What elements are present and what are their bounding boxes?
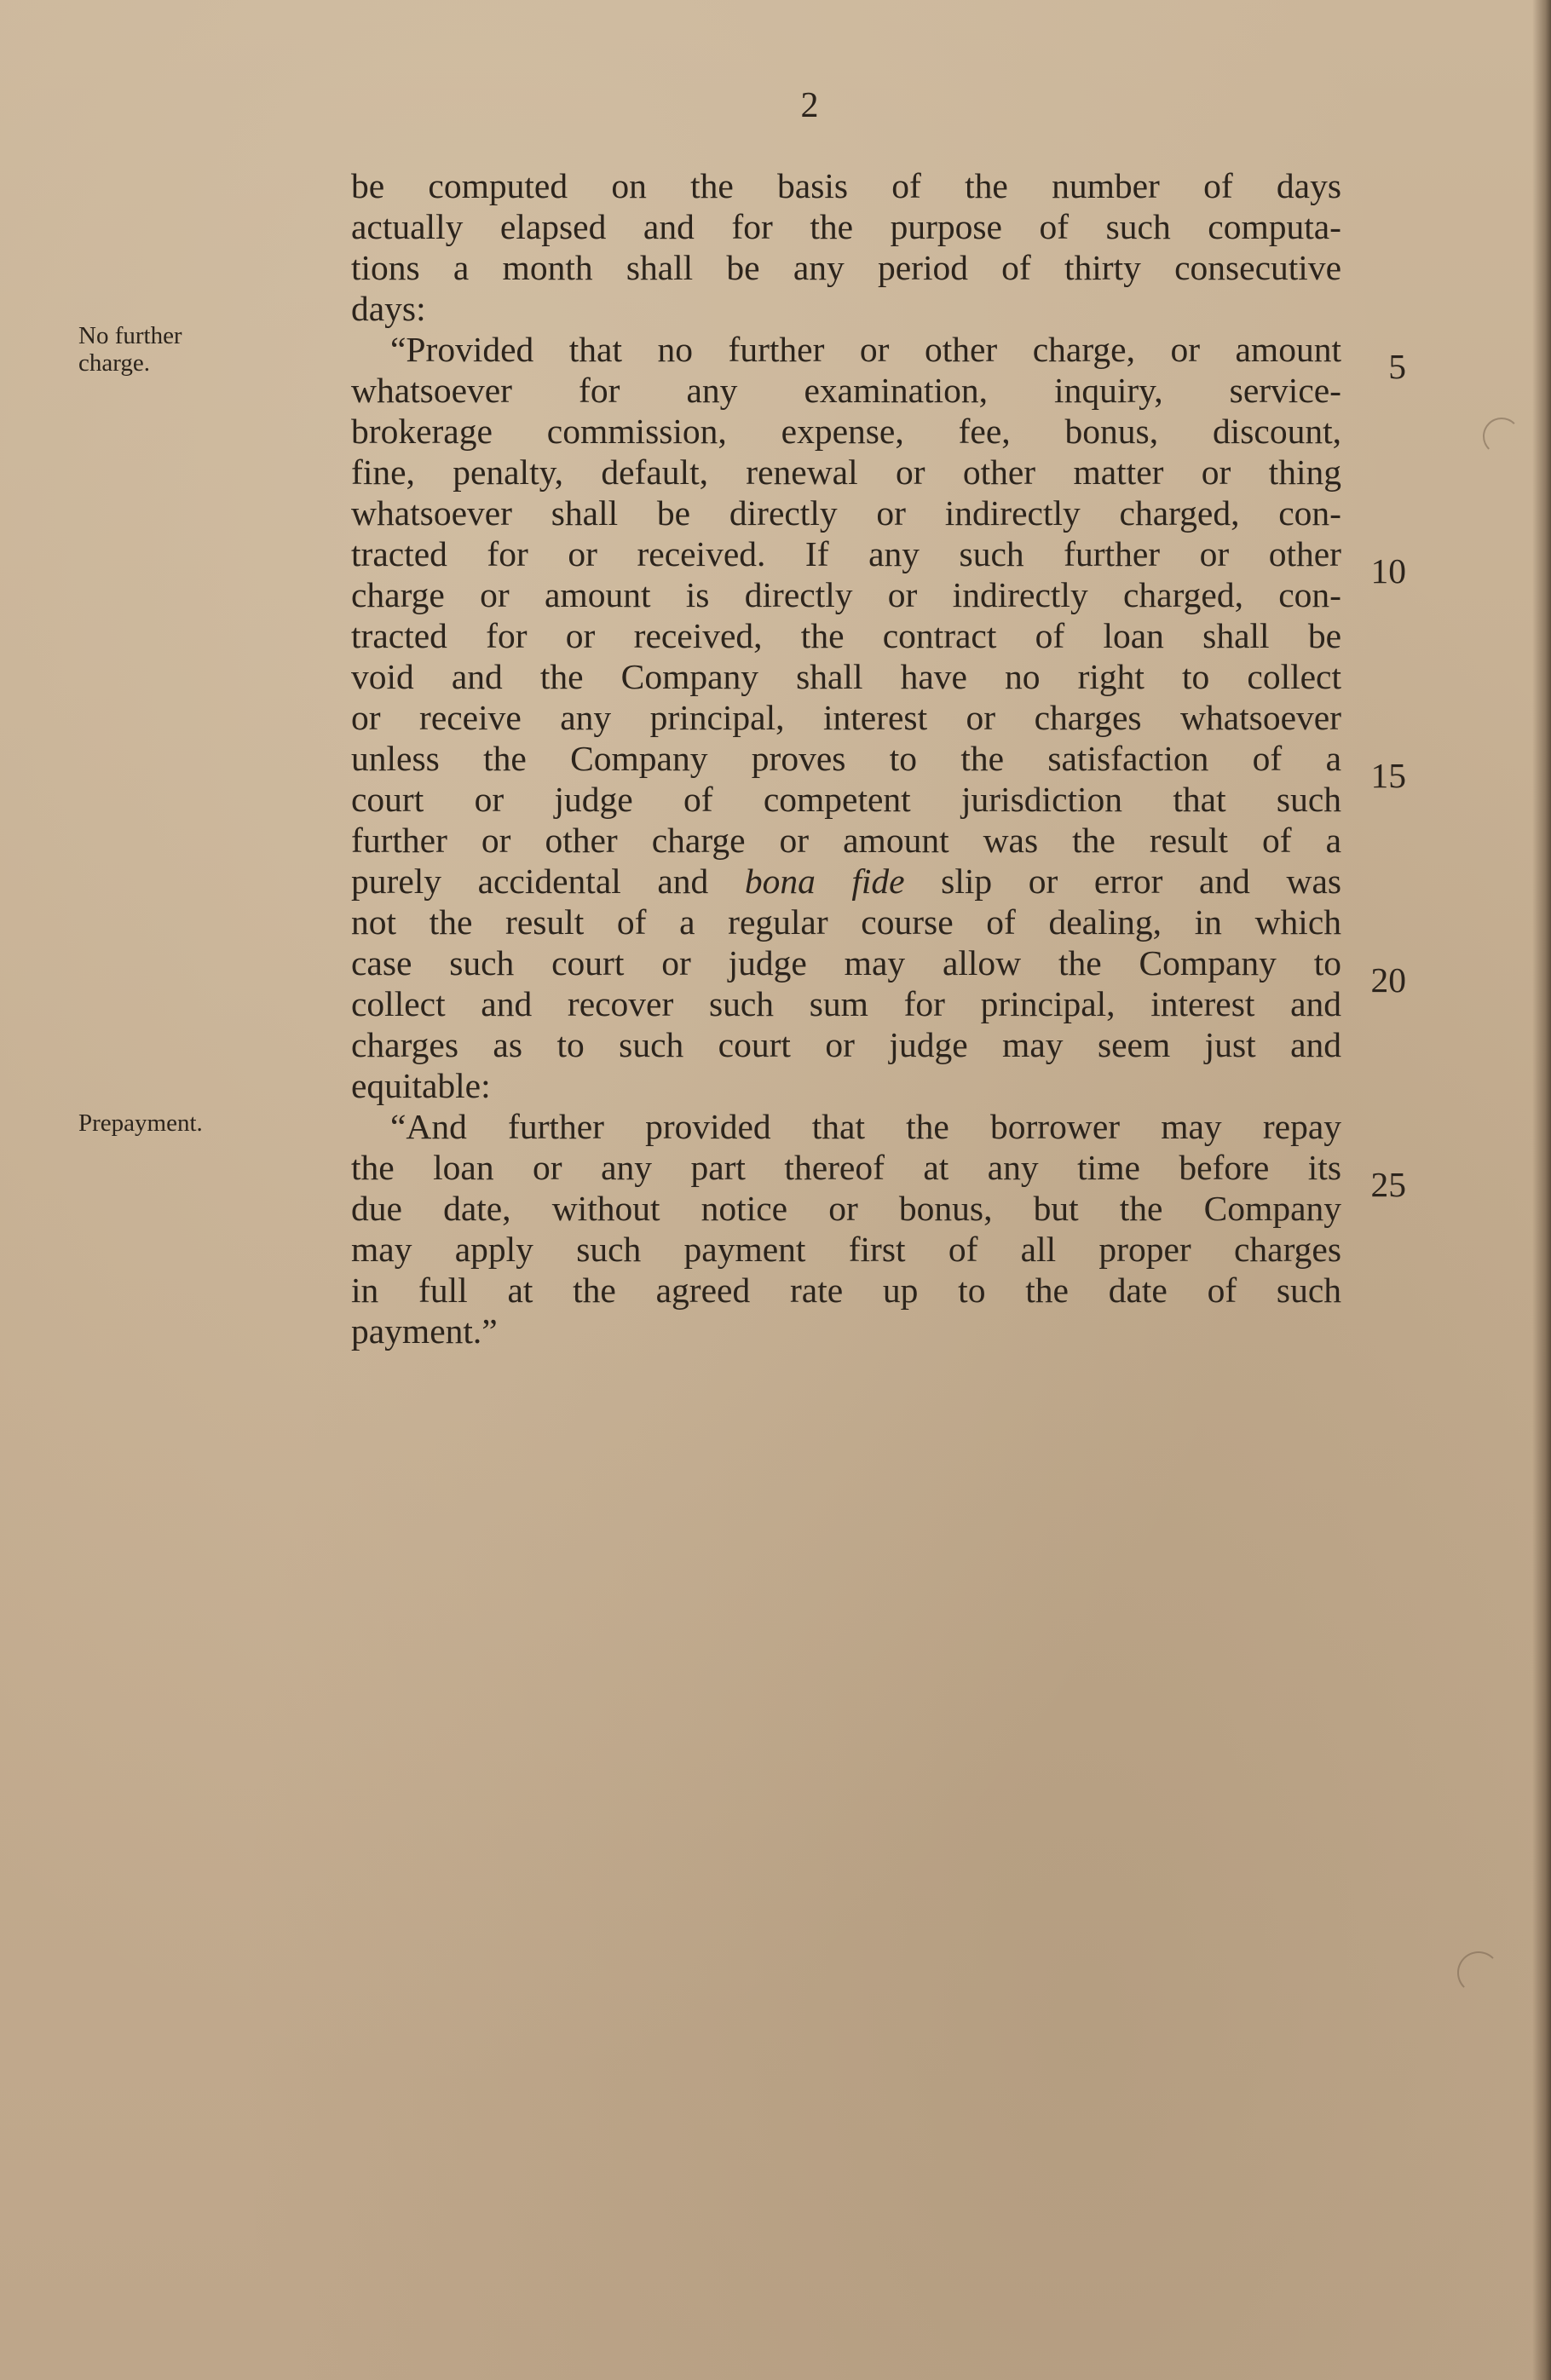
text-line: tracted for or received, the contract of loan shall be: [351, 616, 1341, 655]
text-line: or receive any principal, interest or charges whatsoever: [351, 698, 1341, 737]
line-number-20: 20: [1370, 960, 1406, 1000]
text-line: further or other charge or amount was the result of a: [351, 821, 1341, 860]
text-line: fine, penalty, default, renewal or other matter or thing: [351, 452, 1341, 492]
text-line: unless the Company proves to the satisfaction of a: [351, 739, 1341, 778]
text-line: whatsoever for any examination, inquiry, service-: [351, 371, 1341, 410]
line-number-5: 5: [1388, 347, 1406, 386]
text-line-with-italic: [351, 861, 1341, 902]
margin-note-line: charge.: [78, 349, 150, 377]
paper-blemish: [1483, 418, 1520, 455]
line-number-15: 15: [1370, 756, 1406, 795]
text-line: “Provided that no further or other charge, or amount: [390, 330, 1341, 369]
text-line: collect and recover such sum for principal, interest and: [351, 984, 1341, 1023]
page-edge-shadow: [1532, 0, 1551, 2380]
text-fragment: slip or error and was: [941, 862, 1342, 901]
text-line: void and the Company shall have no right to collect: [351, 657, 1341, 696]
text-line: charge or amount is directly or indirectly charged, con-: [351, 575, 1341, 614]
text-line: payment.”: [351, 1311, 498, 1351]
line-number-25: 25: [1370, 1165, 1406, 1204]
italic-phrase: bona fide: [744, 862, 905, 901]
text-line: tracted for or received. If any such further or other: [351, 534, 1341, 573]
text-line: the loan or any part thereof at any time before its: [351, 1148, 1341, 1187]
text-line: court or judge of competent jurisdiction that such: [351, 780, 1341, 819]
page-number: 2: [800, 86, 819, 125]
text-line: may apply such payment first of all proper charges: [351, 1230, 1341, 1269]
text-line: equitable:: [351, 1066, 491, 1105]
text-fragment: purely accidental and: [351, 862, 709, 901]
margin-note-prepayment: [78, 1109, 300, 1137]
paper-blemish: [1457, 1951, 1500, 1994]
text-line: be computed on the basis of the number of days: [351, 166, 1341, 205]
text-line: tions a month shall be any period of thirty consecutive: [351, 248, 1341, 287]
text-line: brokerage commission, expense, fee, bonus, discount,: [351, 412, 1341, 451]
text-line: days:: [351, 289, 426, 328]
margin-note-line: No further: [78, 322, 182, 349]
margin-note-line: Prepayment.: [78, 1109, 203, 1137]
text-line: “And further provided that the borrower may repay: [390, 1107, 1341, 1146]
text-line: due date, without notice or bonus, but the Company: [351, 1189, 1341, 1228]
margin-note-no-further-charge: [78, 322, 300, 377]
text-line: in full at the agreed rate up to the date of such: [351, 1271, 1341, 1310]
text-line: not the result of a regular course of dealing, in which: [351, 902, 1341, 942]
body-text: [351, 165, 1341, 1351]
text-line: charges as to such court or judge may seem just and: [351, 1025, 1341, 1064]
text-line: whatsoever shall be directly or indirectly charged, con-: [351, 493, 1341, 533]
text-line: actually elapsed and for the purpose of such computa-: [351, 207, 1341, 246]
text-line: case such court or judge may allow the Company to: [351, 943, 1341, 983]
line-number-10: 10: [1370, 551, 1406, 591]
